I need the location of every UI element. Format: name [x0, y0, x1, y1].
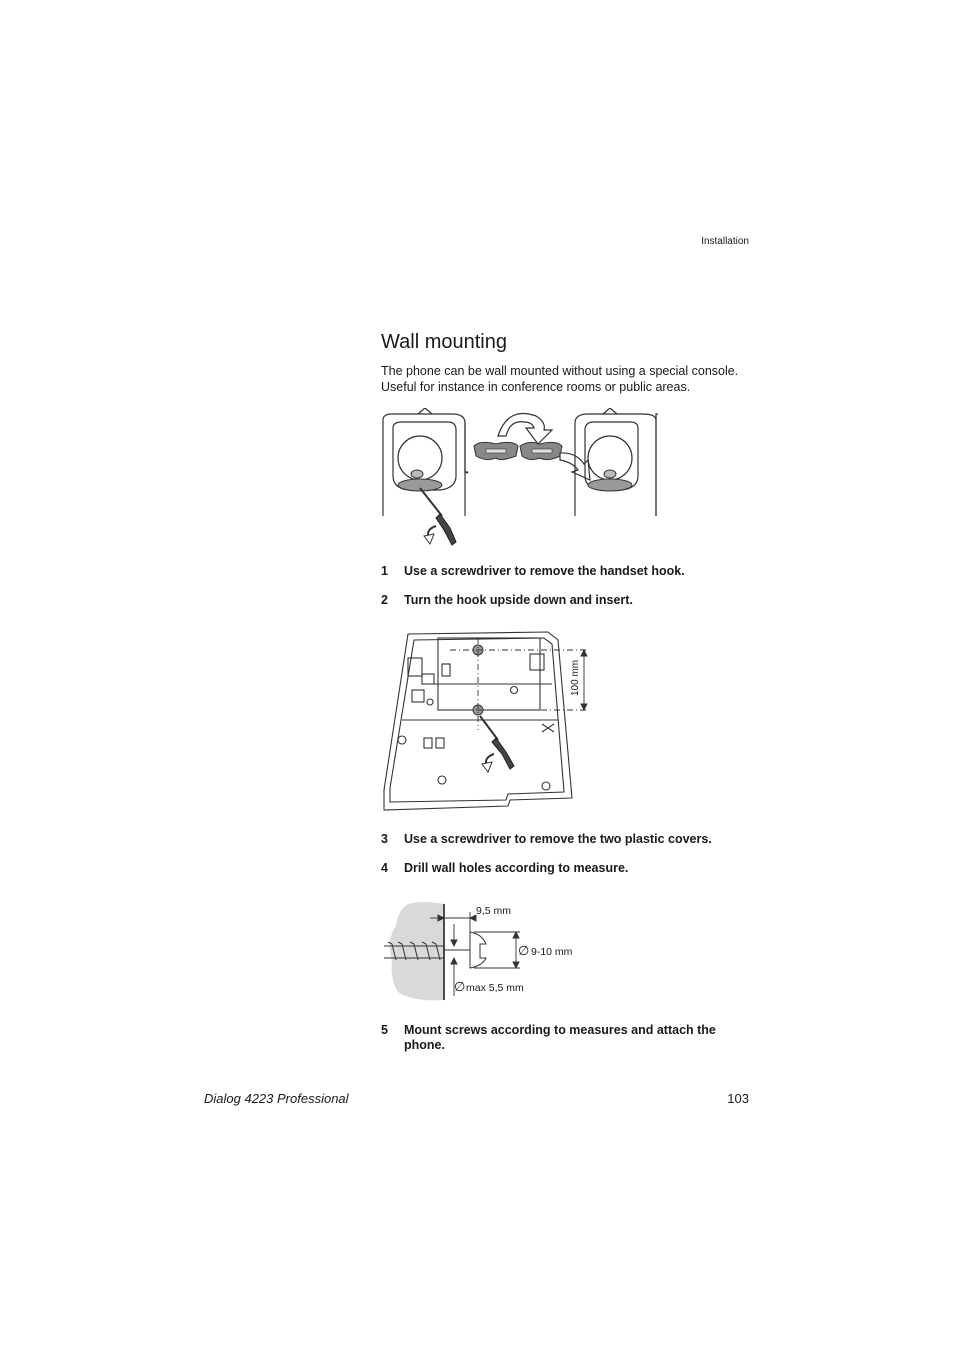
intro-line-1: The phone can be wall mounted without using a special console.: [381, 364, 739, 378]
section-header: Installation: [701, 236, 749, 247]
flip-arrow: [498, 414, 552, 445]
head-diameter-label: 9-10 mm: [531, 946, 573, 958]
diameter-symbol-shaft: ∅: [454, 979, 466, 994]
left-phone-outline: [383, 408, 468, 516]
step-1: [381, 564, 751, 579]
wall-section: [390, 902, 444, 1000]
step-number: 5: [381, 1023, 388, 1037]
hook-pieces: [474, 442, 562, 459]
step-text: Mount screws according to measures and attach the phone.: [404, 1023, 716, 1052]
step-number: 4: [381, 861, 388, 875]
hook-removal-illustration: [380, 408, 660, 550]
intro-line-2: Useful for instance in conference rooms or public areas.: [381, 379, 691, 394]
step-2: [381, 593, 751, 608]
intro-paragraph: [381, 364, 751, 395]
shaft-diameter-label: max 5,5 mm: [466, 982, 524, 994]
step-number: 1: [381, 564, 388, 578]
page-title: Wall mounting: [381, 331, 507, 353]
footer-product-name: Dialog 4223 Professional: [204, 1091, 349, 1106]
dimension-100mm-label: 100 mm: [570, 659, 581, 696]
step-4: [381, 861, 751, 876]
phone-base-illustration: [380, 630, 600, 815]
right-hook: [588, 479, 632, 491]
step-text: Use a screwdriver to remove the handset hook.: [404, 564, 685, 578]
head-gap-label: 9,5 mm: [476, 905, 512, 917]
step-text: Use a screwdriver to remove the two plastic covers.: [404, 832, 712, 846]
step-3: [381, 832, 751, 847]
step-text: Turn the hook upside down and insert.: [404, 593, 633, 607]
dimension-100mm: [581, 650, 587, 710]
footer-page-number: 103: [727, 1091, 749, 1106]
step-number: 2: [381, 593, 388, 607]
screw-measures-illustration: [382, 900, 582, 1004]
diameter-symbol-head: ∅: [518, 943, 530, 958]
step-text: Drill wall holes according to measure.: [404, 861, 629, 875]
screw-head: [470, 932, 486, 968]
step-number: 3: [381, 832, 388, 846]
step-5: [381, 1023, 751, 1053]
